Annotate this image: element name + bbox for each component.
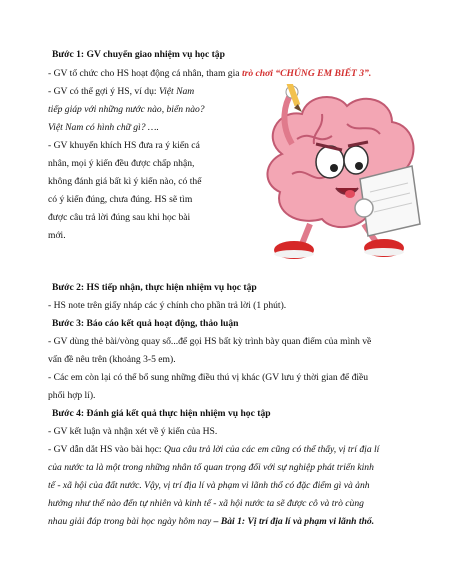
step1-heading: Bước 1: GV chuyển giao nhiệm vụ học tập bbox=[52, 49, 225, 60]
step4-line-5: hưởng như thế nào đến tự nhiên và kinh tế - xã hội nước ta sẽ được cô và trò cùng bbox=[48, 498, 364, 509]
step1-line-6: nhân, mọi ý kiến đều được chấp nhận, bbox=[48, 158, 195, 169]
step4-line-6: nhau giải đáp trong bài học ngày hôm nay – Bài 1: Vị trí địa lí và phạm vi lãnh thổ. bbox=[48, 516, 375, 527]
step4-line-3: của nước ta là một trong những nhân tố quan trọng đối với sự nghiệp phát triển kinh bbox=[48, 462, 374, 473]
step2-heading: Bước 2: HS tiếp nhận, thực hiện nhiệm vụ học tập bbox=[52, 282, 257, 293]
step3-line-3: - Các em còn lại có thể bổ sung những điều thú vị khác (GV lưu ý thời gian để điều bbox=[48, 372, 369, 383]
step1-line-2: - GV có thể gợi ý HS, ví dụ: Việt Nam bbox=[48, 86, 195, 97]
step4-line-4: tế - xã hội của đất nước. Vậy, vị trí địa lí và phạm vi lãnh thổ có đặc điểm gì và ảnh bbox=[48, 480, 370, 491]
step1-line-1: - GV tổ chức cho HS hoạt động cá nhân, tham gia trò chơi “CHÚNG EM BIẾT 3”. bbox=[48, 68, 372, 79]
step2-line-1: - HS note trên giấy nháp các ý chính cho phần trả lời (1 phút). bbox=[48, 300, 287, 311]
step1-line-7: không đánh giá bất kì ý kiến nào, có thể bbox=[48, 176, 202, 187]
step1-line-8: có ý kiến đúng, chưa đúng. HS sẽ tìm bbox=[48, 194, 193, 205]
step3-line-2: vấn đề nêu trên (khoảng 3-5 em). bbox=[48, 354, 176, 365]
step3-heading: Bước 3: Báo cáo kết quả hoạt động, thảo luận bbox=[52, 318, 239, 329]
step1-line-9: được câu trả lời đúng sau khi học bài bbox=[48, 212, 191, 223]
step3-line-1: - GV dùng thẻ bài/vòng quay số...để gọi HS bất kỳ trình bày quan điểm của mình về bbox=[48, 336, 372, 347]
game-name: trò chơi “CHÚNG EM BIẾT 3”. bbox=[241, 68, 372, 79]
cartoon-brain-reading-icon bbox=[252, 84, 427, 264]
step4-heading: Bước 4: Đánh giá kết quả thực hiện nhiệm vụ học tập bbox=[52, 408, 271, 419]
lesson-title: – Bài 1: Vị trí địa lí và phạm vi lãnh thổ. bbox=[211, 516, 375, 527]
step4-line-2: - GV dẫn dắt HS vào bài học: Qua câu trả lời của các em cũng có thể thấy, vị trí địa lí bbox=[48, 444, 380, 455]
step4-line-1: - GV kết luận và nhận xét về ý kiến của HS. bbox=[48, 426, 218, 437]
step1-line-10: mới. bbox=[48, 230, 66, 241]
step1-line-4: Việt Nam có hình chữ gì? …. bbox=[48, 122, 159, 133]
step1-line-5: - GV khuyến khích HS đưa ra ý kiến cá bbox=[48, 140, 200, 151]
step1-line-3: tiếp giáp với những nước nào, biển nào? bbox=[48, 104, 205, 115]
step3-line-4: phối hợp lí). bbox=[48, 390, 96, 401]
